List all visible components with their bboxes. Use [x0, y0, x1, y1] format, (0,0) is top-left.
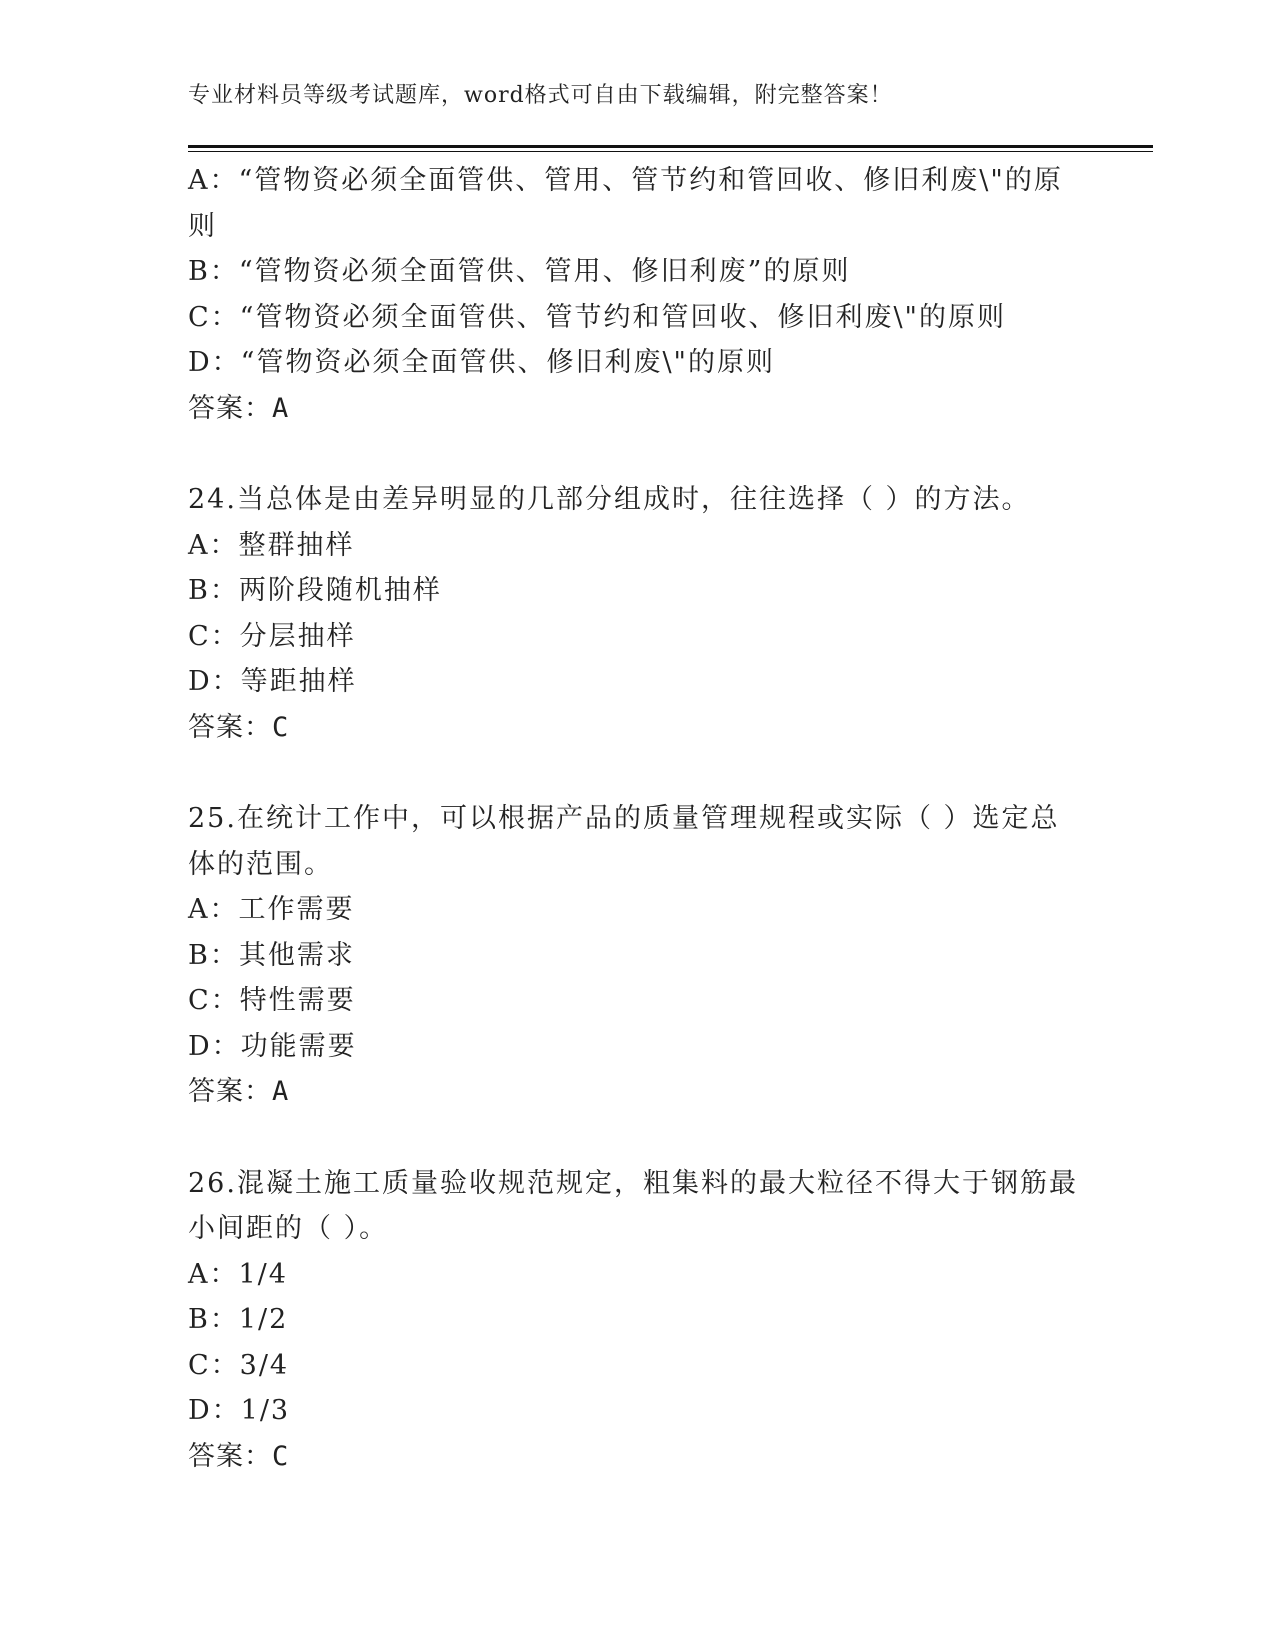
option-b: B：两阶段随机抽样: [188, 575, 442, 606]
question-block: [188, 158, 1088, 431]
option-a-continued: 则: [188, 210, 217, 242]
question-text-continued: 小间距的（ ）。: [188, 1213, 389, 1244]
answer-value: A: [272, 392, 290, 424]
option-a: A：工作需要: [188, 894, 355, 925]
question-block: [188, 1161, 1088, 1480]
block-spacer: [188, 750, 1088, 796]
question-text: 24.当总体是由差异明显的几部分组成时，往往选择（ ）的方法。: [188, 484, 1031, 515]
answer-line: [188, 705, 1088, 751]
option-c: C：特性需要: [188, 985, 356, 1016]
answer-label: 答案：: [188, 392, 272, 424]
answer-value: A: [272, 1076, 290, 1107]
page-header: 专业材料员等级考试题库，word格式可自由下载编辑，附完整答案！: [188, 83, 893, 108]
option-c: C：分层抽样: [188, 620, 356, 652]
option-c: C：3/4: [188, 1349, 290, 1381]
option-c: C：“管物资必须全面管供、管节约和管回收、修旧利废\"的原则: [188, 301, 1006, 333]
option-a: A：1/4: [188, 1258, 288, 1290]
header-rule-thick: [188, 145, 1153, 148]
question-text-continued: 体的范围。: [188, 848, 333, 880]
option-d: D：等距抽样: [188, 666, 357, 697]
answer-value: C: [272, 711, 290, 743]
option-d: D：1/3: [188, 1395, 291, 1426]
option-b: B：其他需求: [188, 939, 355, 971]
header-rule-thin: [188, 151, 1153, 152]
answer-label: 答案：: [188, 711, 272, 743]
answer-label: 答案：: [188, 1076, 272, 1107]
question-text: 25.在统计工作中，可以根据产品的质量管理规程或实际（ ）选定总: [188, 803, 1060, 834]
option-d: D：“管物资必须全面管供、修旧利废\"的原则: [188, 347, 775, 378]
question-list: [188, 158, 1088, 1479]
block-spacer: [188, 1115, 1088, 1161]
answer-line: [188, 1434, 1088, 1480]
answer-label: 答案：: [188, 1440, 272, 1472]
question-text: 26.混凝土施工质量验收规范规定，粗集料的最大粒径不得大于钢筋最: [188, 1167, 1078, 1199]
answer-line: [188, 1069, 1088, 1115]
option-b: B：1/2: [188, 1304, 289, 1335]
option-b: B：“管物资必须全面管供、管用、修旧利废”的原则: [188, 256, 851, 287]
question-block: [188, 477, 1088, 750]
answer-value: C: [272, 1440, 290, 1472]
question-block: [188, 796, 1088, 1115]
option-d: D：功能需要: [188, 1030, 357, 1062]
block-spacer: [188, 431, 1088, 477]
option-a: A：“管物资必须全面管供、管用、管节约和管回收、修旧利废\"的原: [188, 165, 1063, 196]
option-a: A：整群抽样: [188, 529, 355, 561]
answer-line: [188, 386, 1088, 432]
